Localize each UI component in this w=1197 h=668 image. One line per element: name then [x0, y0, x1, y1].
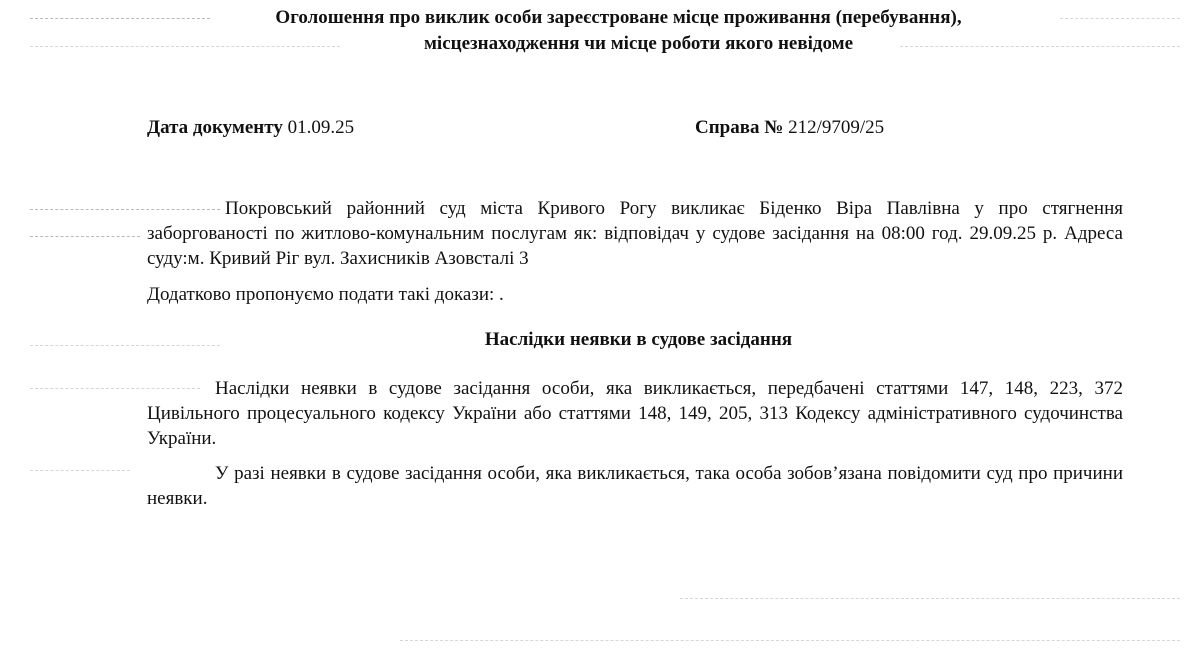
date-label: Дата документу	[147, 117, 283, 138]
consequences-paragraph: Наслідки неявки в судове засідання особи, яка викликається, передбачені статтями 147, 148, 223, 372 Цивільного процесуального кодексу України або статтями 148, 149, 205, 313 Кодексу адміністративного судочинства України.	[147, 378, 1123, 449]
case-label: Справа №	[695, 117, 784, 138]
scan-noise	[680, 598, 1180, 600]
document-title-line1: Оголошення про виклик особи зареєстроване місце проживання (перебування),	[275, 7, 962, 28]
case-value: 212/9709/25	[783, 117, 885, 138]
summons-paragraph: Покровський районний суд міста Кривого Рогу викликає Біденко Віра Павлівна у про стягнення заборгованості по житлово-комунальним послугам як: відповідач у судове засідання на 08:00 год. 29.09.25 р. Адреса суду:м. Кривий Ріг вул. Захисників Азовсталі 3	[147, 198, 1123, 269]
scan-noise	[400, 640, 1180, 642]
consequences-heading: Наслідки неявки в судове засідання	[484, 329, 793, 350]
scan-noise	[30, 470, 130, 472]
date-value: 01.09.25	[282, 117, 355, 138]
document-date	[147, 116, 354, 140]
document-title-line2: місцезнаходження чи місце роботи якого невідоме	[423, 33, 854, 54]
additional-evidence-line: Додатково пропонуємо подати такі докази: .	[147, 284, 504, 305]
notification-paragraph: У разі неявки в судове засідання особи, яка викликається, така особа зобов’язана повідомити суд про причини неявки.	[147, 463, 1123, 509]
scan-noise	[30, 236, 140, 238]
case-number	[695, 116, 884, 140]
